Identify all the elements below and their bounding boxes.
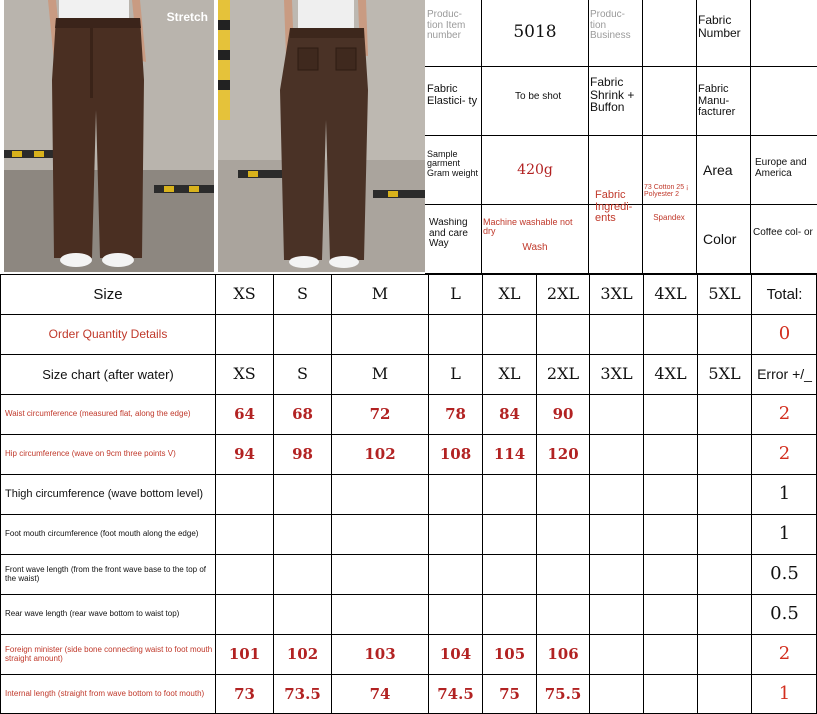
- measurement-value: 74.5: [437, 684, 474, 703]
- measurement-value: [590, 395, 643, 434]
- measurement-value: [274, 475, 331, 514]
- measurement-value: 94: [234, 444, 255, 463]
- measurement-value: 101: [228, 644, 261, 663]
- measurement-label: Thigh circumference (wave bottom level): [5, 487, 204, 500]
- washing-value-1: Machine washable not dry: [483, 218, 573, 237]
- measurement-value: 90: [552, 404, 574, 423]
- production-business-label: Produc- tion Business: [590, 10, 631, 41]
- sample-gram-weight-label: Sample garment Gram weight: [427, 150, 479, 178]
- washing-value-2: Wash: [522, 243, 548, 253]
- measurement-value: [483, 475, 536, 514]
- size-chart-label: Size chart (after water): [42, 366, 174, 382]
- measurement-value: [644, 475, 697, 514]
- measurement-value: [332, 555, 428, 594]
- measurement-value: [698, 555, 751, 594]
- measurement-value: [698, 435, 751, 474]
- measurement-error: 1: [778, 683, 791, 705]
- measurement-value: [698, 595, 751, 634]
- measurement-value: [698, 635, 751, 674]
- measurement-value: [590, 515, 643, 554]
- stretch-caption: Stretch: [166, 10, 208, 24]
- measurement-value: 98: [292, 444, 313, 463]
- measurement-value: 114: [493, 444, 526, 463]
- measurement-value: [590, 555, 643, 594]
- order-quantity-cell: [483, 315, 536, 354]
- measurement-value: [644, 635, 697, 674]
- fabric-ingredients-value-2: Spandex: [653, 214, 685, 222]
- measurement-value: [216, 595, 273, 634]
- measurement-value: 106: [547, 644, 579, 663]
- size-header-3xl: 3XL: [600, 284, 633, 304]
- order-quantity-cell: [644, 315, 697, 354]
- measurement-value: [698, 395, 751, 434]
- fabric-number-label: Fabric Number: [698, 14, 741, 40]
- measurement-label: Hip circumference (wave on 9cm three points V): [5, 449, 176, 459]
- order-quantity-cell: [590, 315, 643, 354]
- measurement-label: Foot mouth circumference (foot mouth along the edge): [5, 529, 199, 539]
- measurement-value: [216, 475, 273, 514]
- order-quantity-label: Order Quantity Details: [48, 327, 168, 342]
- measurement-value: [698, 515, 751, 554]
- measurement-value: 84: [499, 404, 520, 423]
- size-header-xs: XS: [233, 284, 256, 304]
- measurement-value: [274, 595, 331, 634]
- measurement-value: 104: [439, 644, 472, 663]
- error-label: Error +/_: [757, 365, 812, 382]
- order-quantity-total: 0: [778, 323, 791, 345]
- measurement-value: [698, 675, 751, 714]
- measurement-value: [590, 435, 643, 474]
- measurement-value: 64: [234, 404, 255, 423]
- spec-table: [425, 0, 817, 274]
- measurement-value: [429, 475, 482, 514]
- size-row-label: Size: [93, 285, 123, 303]
- fabric-ingredients-value-1: 73 Cotton 25 ¡ Polyester 2: [644, 184, 689, 199]
- measurement-value: [644, 435, 697, 474]
- color-value: Coffee col- or: [753, 228, 813, 238]
- measurement-value: [537, 475, 589, 514]
- measurement-value: [216, 555, 273, 594]
- measurement-value: [483, 555, 536, 594]
- order-quantity-cell: [274, 315, 331, 354]
- measurement-value: [429, 595, 482, 634]
- fabric-manufacturer-label: Fabric Manu- facturer: [698, 84, 736, 119]
- measurement-label: Front wave length (from the front wave base to the top of the waist): [5, 565, 206, 583]
- size-header-4xl: 4XL: [654, 284, 687, 304]
- measurement-value: [698, 475, 751, 514]
- measurement-label: Rear wave length (rear wave bottom to waist top): [5, 609, 180, 619]
- measurement-value: [644, 515, 697, 554]
- measurement-value: [216, 515, 273, 554]
- size-header-5xl: 5XL: [708, 284, 741, 304]
- fabric-shrink-label: Fabric Shrink + Buffon: [590, 76, 635, 114]
- measurement-error: 0.5: [770, 563, 799, 585]
- size-chart-header-s: S: [297, 364, 308, 384]
- measurement-label: Waist circumference (measured flat, along the edge): [5, 409, 191, 419]
- measurement-value: [332, 595, 428, 634]
- fabric-ingredients-label: Fabric Ingredi- ents: [595, 190, 633, 225]
- measurement-value: [483, 515, 536, 554]
- measurement-value: [429, 515, 482, 554]
- measurement-value: [590, 635, 643, 674]
- jeans-front-photo: [4, 0, 214, 272]
- measurement-value: [644, 675, 697, 714]
- measurement-error: 1: [778, 523, 791, 545]
- size-header-s: S: [297, 284, 308, 304]
- measurement-value: [644, 555, 697, 594]
- measurement-error: 1: [778, 483, 791, 505]
- measurement-value: [590, 595, 643, 634]
- measurement-value: 73.5: [284, 684, 321, 703]
- order-quantity-cell: [332, 315, 428, 354]
- size-header-2xl: 2XL: [546, 284, 580, 304]
- measurement-value: 103: [364, 644, 396, 663]
- size-table: [0, 274, 817, 714]
- color-label: Color: [703, 232, 737, 247]
- measurement-label: Foreign minister (side bone connecting waist to foot mouth straight amount): [5, 645, 213, 663]
- measurement-value: [332, 515, 428, 554]
- measurement-error: 2: [778, 403, 791, 425]
- measurement-value: [644, 395, 697, 434]
- total-label: Total:: [766, 285, 803, 303]
- measurement-value: 102: [364, 444, 396, 463]
- measurement-value: [332, 475, 428, 514]
- measurement-value: [483, 595, 536, 634]
- measurement-value: 68: [292, 404, 313, 423]
- order-quantity-cell: [698, 315, 751, 354]
- measurement-value: 105: [493, 644, 526, 663]
- measurement-value: 75.5: [544, 684, 582, 703]
- measurement-value: 74: [369, 684, 391, 703]
- sample-gram-weight-value: 420g: [517, 161, 553, 178]
- measurement-label: Internal length (straight from wave bottom to foot mouth): [5, 689, 205, 699]
- measurement-value: [274, 515, 331, 554]
- measurement-value: [429, 555, 482, 594]
- measurement-value: [537, 555, 589, 594]
- size-header-m: M: [371, 284, 389, 304]
- measurement-value: [590, 675, 643, 714]
- measurement-error: 2: [778, 643, 791, 665]
- measurement-value: [644, 595, 697, 634]
- size-chart-header-xs: XS: [233, 364, 256, 384]
- production-item-number-value: 5018: [513, 22, 557, 43]
- area-value: Europe and America: [755, 158, 807, 179]
- size-chart-header-5xl: 5XL: [708, 364, 741, 384]
- measurement-value: 78: [445, 404, 466, 423]
- size-chart-header-2xl: 2XL: [546, 364, 580, 384]
- measurement-error: 0.5: [770, 603, 799, 625]
- size-chart-header-xl: XL: [498, 364, 521, 384]
- size-chart-header-4xl: 4XL: [654, 364, 687, 384]
- fabric-elasticity-value: To be shot: [515, 92, 562, 102]
- order-quantity-cell: [537, 315, 589, 354]
- size-header-l: L: [450, 284, 461, 304]
- fabric-elasticity-label: Fabric Elastici- ty: [427, 84, 478, 107]
- production-item-number-label: Produc- tion Item number: [427, 10, 466, 41]
- order-quantity-cell: [429, 315, 482, 354]
- washing-label: Washing and care Way: [429, 218, 468, 249]
- measurement-value: 75: [499, 684, 520, 703]
- measurement-value: [274, 555, 331, 594]
- measurement-value: 102: [286, 644, 319, 663]
- measurement-value: 120: [547, 444, 579, 463]
- measurement-value: [590, 475, 643, 514]
- size-chart-header-m: M: [371, 364, 389, 384]
- jeans-back-photo: [218, 0, 425, 272]
- measurement-error: 2: [778, 443, 791, 465]
- measurement-value: 73: [234, 684, 255, 703]
- size-chart-header-l: L: [450, 364, 461, 384]
- measurement-value: 108: [439, 444, 472, 463]
- size-header-xl: XL: [498, 284, 521, 304]
- measurement-value: [537, 595, 589, 634]
- measurement-value: [537, 515, 589, 554]
- order-quantity-cell: [216, 315, 273, 354]
- size-chart-header-3xl: 3XL: [600, 364, 633, 384]
- measurement-value: 72: [369, 404, 391, 423]
- area-label: Area: [703, 163, 733, 178]
